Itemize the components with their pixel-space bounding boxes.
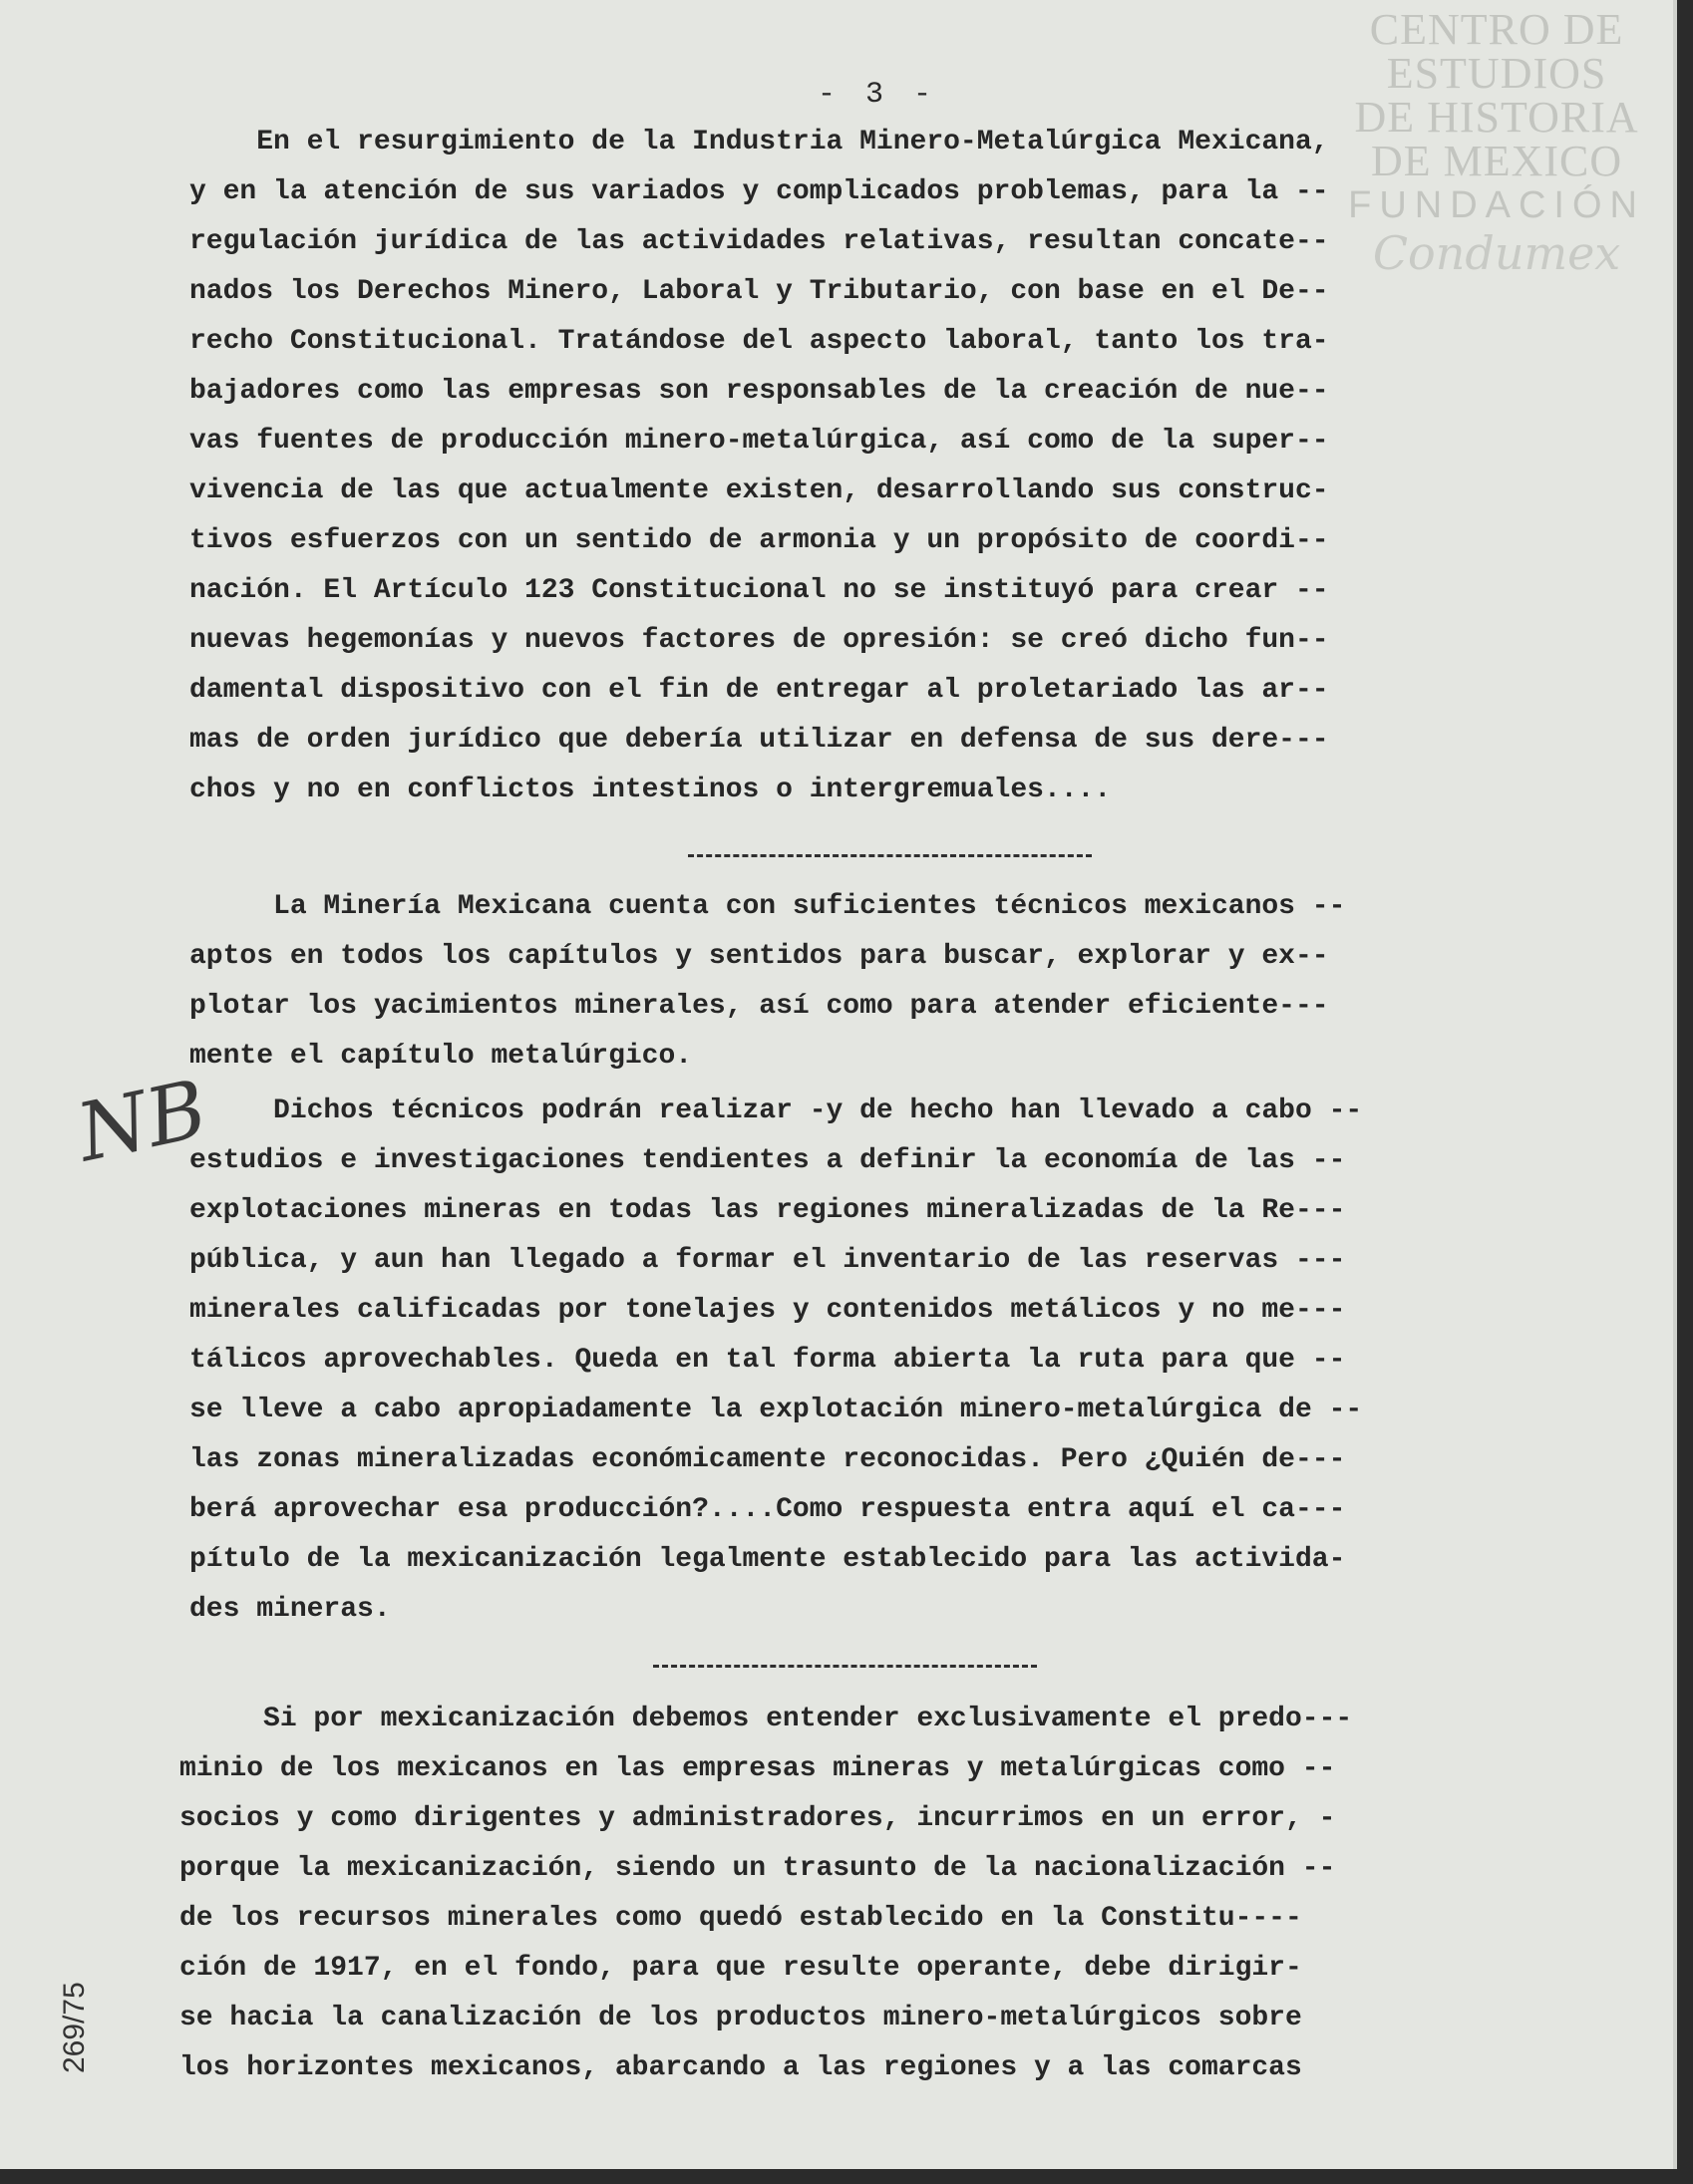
text-line: Dichos técnicos podrán realizar -y de hecho han llevado a cabo --	[189, 1095, 1363, 1126]
text-line: pítulo de la mexicanización legalmente establecido para las activida-	[189, 1544, 1346, 1575]
text-line: estudios e investigaciones tendientes a definir la economía de las --	[189, 1145, 1346, 1176]
text-line: las zonas mineralizadas económicamente reconocidas. Pero ¿Quién de---	[189, 1444, 1346, 1475]
separator-line	[688, 854, 1092, 860]
watermark-fundacion: FUNDACIÓN	[1348, 184, 1645, 226]
text-line: minerales calificadas por tonelajes y contenidos metálicos y no me---	[189, 1295, 1346, 1326]
text-line: Si por mexicanización debemos entender exclusivamente el predo---	[179, 1704, 1353, 1734]
text-line: minio de los mexicanos en las empresas mineras y metalúrgicas como --	[179, 1753, 1336, 1784]
text-line: se hacia la canalización de los productos minero-metalúrgicos sobre	[179, 2003, 1302, 2033]
text-line: los horizontes mexicanos, abarcando a las regiones y a las comarcas	[179, 2052, 1302, 2083]
watermark-line: CENTRO DE	[1369, 5, 1624, 54]
archive-code: 269/75	[58, 1982, 91, 2073]
paragraph-4	[179, 1695, 1615, 2093]
text-line: La Minería Mexicana cuenta con suficientes técnicos mexicanos --	[189, 891, 1346, 922]
text-line: En el resurgimiento de la Industria Minero-Metalúrgica Mexicana,	[189, 127, 1329, 157]
text-line: explotaciones mineras en todas las regiones mineralizadas de la Re---	[189, 1195, 1346, 1226]
text-line: mente el capítulo metalúrgico.	[189, 1041, 693, 1072]
text-line: y en la atención de sus variados y complicados problemas, para la --	[189, 176, 1329, 207]
text-line: ción de 1917, en el fondo, para que resulte operante, debe dirigir-	[179, 1953, 1302, 1984]
text-line: tivos esfuerzos con un sentido de armonia y un propósito de coordi--	[189, 525, 1329, 556]
paragraph-3	[189, 1087, 1625, 1635]
watermark-line: DE MEXICO	[1370, 137, 1623, 185]
text-line: berá aprovechar esa producción?....Como respuesta entra aquí el ca---	[189, 1494, 1346, 1525]
text-line: des mineras.	[189, 1594, 391, 1625]
text-line: pública, y aun han llegado a formar el inventario de las reservas ---	[189, 1245, 1346, 1276]
separator-line	[653, 1665, 1037, 1671]
text-line: bajadores como las empresas son responsables de la creación de nue--	[189, 376, 1329, 407]
watermark-line: DE HISTORIA	[1354, 93, 1639, 142]
paragraph-2	[189, 882, 1625, 1082]
text-line: se lleve a cabo apropiadamente la explotación minero-metalúrgica de --	[189, 1395, 1363, 1425]
text-line: tálicos aprovechables. Queda en tal forma abierta la ruta para que --	[189, 1345, 1346, 1376]
text-line: nuevas hegemonías y nuevos factores de opresión: se creó dicho fun--	[189, 625, 1329, 656]
text-line: recho Constitucional. Tratándose del aspecto laboral, tanto los tra-	[189, 326, 1329, 357]
text-line: mas de orden jurídico que debería utilizar en defensa de sus dere---	[189, 725, 1329, 756]
text-line: damental dispositivo con el fin de entregar al proletariado las ar--	[189, 675, 1329, 706]
paragraph-1	[189, 118, 1625, 815]
text-line: socios y como dirigentes y administradores, incurrimos en un error, -	[179, 1803, 1336, 1834]
watermark-line: ESTUDIOS	[1386, 49, 1607, 98]
handwritten-initials: NB	[69, 1062, 215, 1180]
text-line: vas fuentes de producción minero-metalúrgica, así como de la super--	[189, 426, 1329, 457]
text-line: aptos en todos los capítulos y sentidos para buscar, explorar y ex--	[189, 941, 1329, 972]
text-line: regulación jurídica de las actividades relativas, resultan concate--	[189, 226, 1329, 257]
text-line: vivencia de las que actualmente existen, desarrollando sus construc-	[189, 475, 1329, 506]
watermark-signature: Condumex	[1372, 226, 1621, 280]
page-number: - 3 -	[818, 78, 938, 112]
text-line: plotar los yacimientos minerales, así como para atender eficiente---	[189, 991, 1329, 1022]
text-line: nación. El Artículo 123 Constitucional no se instituyó para crear --	[189, 575, 1329, 606]
text-line: nados los Derechos Minero, Laboral y Tributario, con base en el De--	[189, 276, 1329, 307]
text-line: de los recursos minerales como quedó establecido en la Constitu----	[179, 1903, 1302, 1934]
text-line: porque la mexicanización, siendo un trasunto de la nacionalización --	[179, 1853, 1336, 1884]
text-line: chos y no en conflictos intestinos o intergremuales....	[189, 775, 1112, 805]
